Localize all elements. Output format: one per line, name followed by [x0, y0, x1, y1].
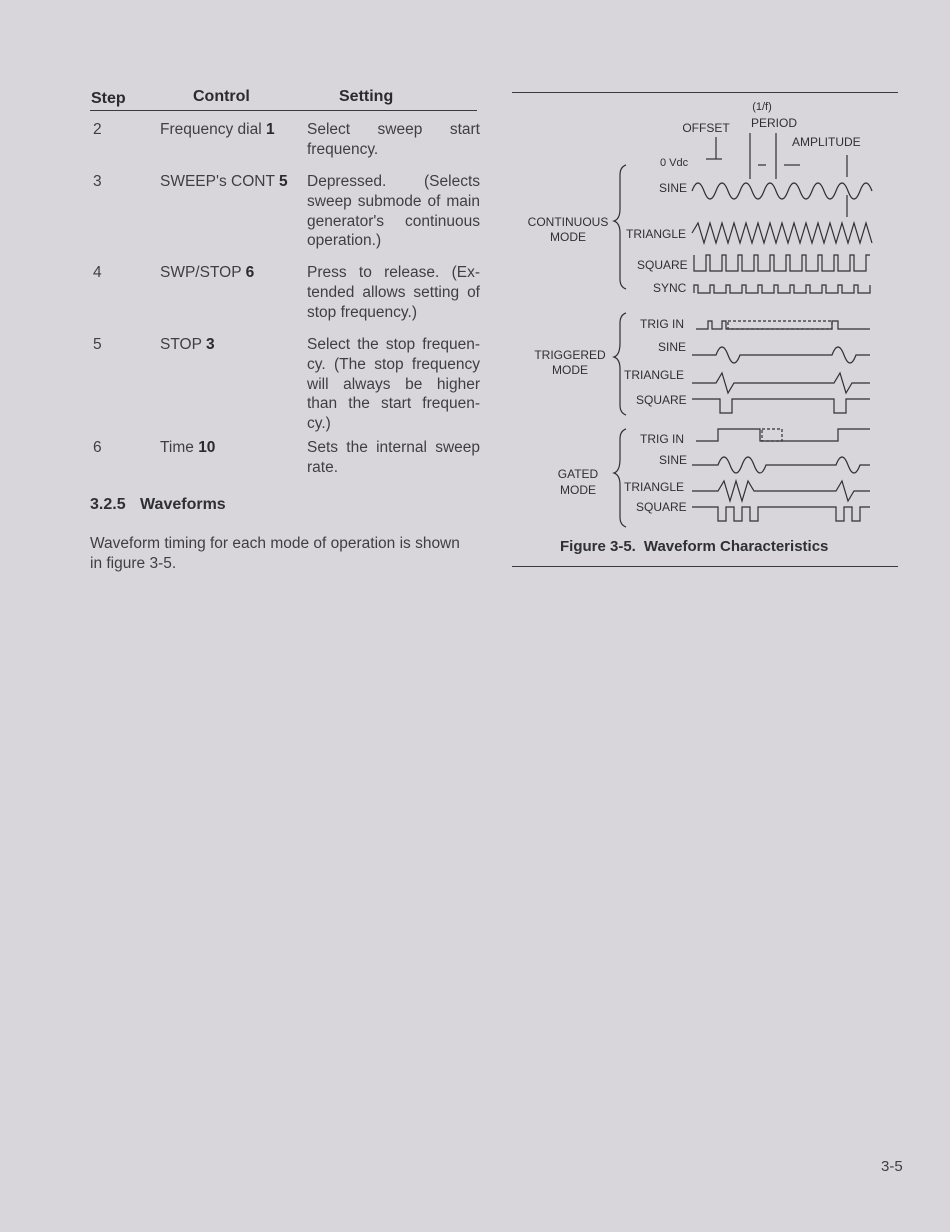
setting-text: Depressed. (Selects sweep submode of main generator's continuous operation.)	[307, 173, 480, 250]
signal-label: TRIANGLE	[624, 368, 685, 382]
triggered-mode-label: TRIGGERED	[534, 348, 606, 362]
steps-table-header	[90, 88, 477, 111]
step-number: 6	[93, 439, 102, 456]
section-heading	[90, 496, 226, 514]
page-number: 3-5	[881, 1158, 903, 1175]
signal-label: SINE	[659, 181, 688, 195]
section-title: Waveforms	[140, 496, 226, 513]
zero-vdc-label: 0 Vdc	[660, 157, 689, 169]
setting-text: Press to release. (Ex- tended allows setting of stop frequency.)	[307, 264, 480, 321]
body-paragraph: Waveform timing for each mode of operation is shown in figure 3-5.	[90, 535, 460, 572]
setting-text: Sets the internal sweep rate.	[307, 439, 480, 476]
offset-label: OFFSET	[682, 121, 730, 135]
signal-label: TRIANGLE	[626, 227, 687, 241]
signal-label: SQUARE	[636, 500, 687, 514]
amplitude-label: AMPLITUDE	[792, 135, 861, 149]
signal-label: SQUARE	[636, 393, 687, 407]
gated-mode-label: GATED	[557, 467, 599, 481]
setting-text: Select sweep start frequency.	[307, 121, 480, 158]
control-number: 10	[198, 439, 216, 456]
figure-bottom-rule	[512, 566, 898, 567]
waveform-figure	[512, 93, 898, 565]
control-name: SWP/STOP 6	[160, 264, 255, 281]
triggered-mode-label: MODE	[552, 363, 588, 377]
control-name: Frequency dial 1	[160, 121, 275, 138]
signal-label: TRIG IN	[640, 432, 684, 446]
control-number: 6	[245, 264, 255, 281]
continuous-mode-label: CONTINUOUS	[527, 215, 609, 229]
continuous-mode-label: MODE	[550, 230, 586, 244]
period-fraction-label: (1/f)	[752, 101, 772, 113]
signal-label: SQUARE	[637, 258, 688, 272]
header-control: Control	[193, 88, 250, 105]
gated-mode-label: MODE	[560, 483, 596, 497]
signal-label: SINE	[659, 453, 688, 467]
control-name: SWEEP's CONT 5	[160, 173, 288, 190]
header-setting: Setting	[339, 88, 394, 105]
control-number: 1	[265, 121, 275, 138]
signal-label: TRIG IN	[640, 317, 684, 331]
step-number: 4	[93, 264, 102, 281]
control-name: Time 10	[160, 439, 216, 456]
step-number: 5	[93, 336, 102, 353]
setting-text: Select the stop frequen- cy. (The stop frequency will always be higher than the start frequen- cy.)	[307, 336, 480, 433]
step-number: 3	[93, 173, 102, 190]
figure-caption	[560, 538, 828, 555]
control-number: 5	[278, 173, 288, 190]
signal-label: SINE	[658, 340, 687, 354]
header-step: Step	[91, 90, 126, 107]
control-number: 3	[205, 336, 215, 353]
signal-label: SYNC	[653, 281, 687, 295]
figure-number: Figure 3-5.	[560, 538, 636, 555]
control-name: STOP 3	[160, 336, 215, 353]
figure-title: Waveform Characteristics	[643, 538, 829, 555]
period-label: PERIOD	[750, 116, 798, 130]
step-number: 2	[93, 121, 102, 138]
waveform-diagram	[512, 93, 898, 565]
signal-label: TRIANGLE	[624, 480, 685, 494]
section-number: 3.2.5	[90, 496, 126, 513]
